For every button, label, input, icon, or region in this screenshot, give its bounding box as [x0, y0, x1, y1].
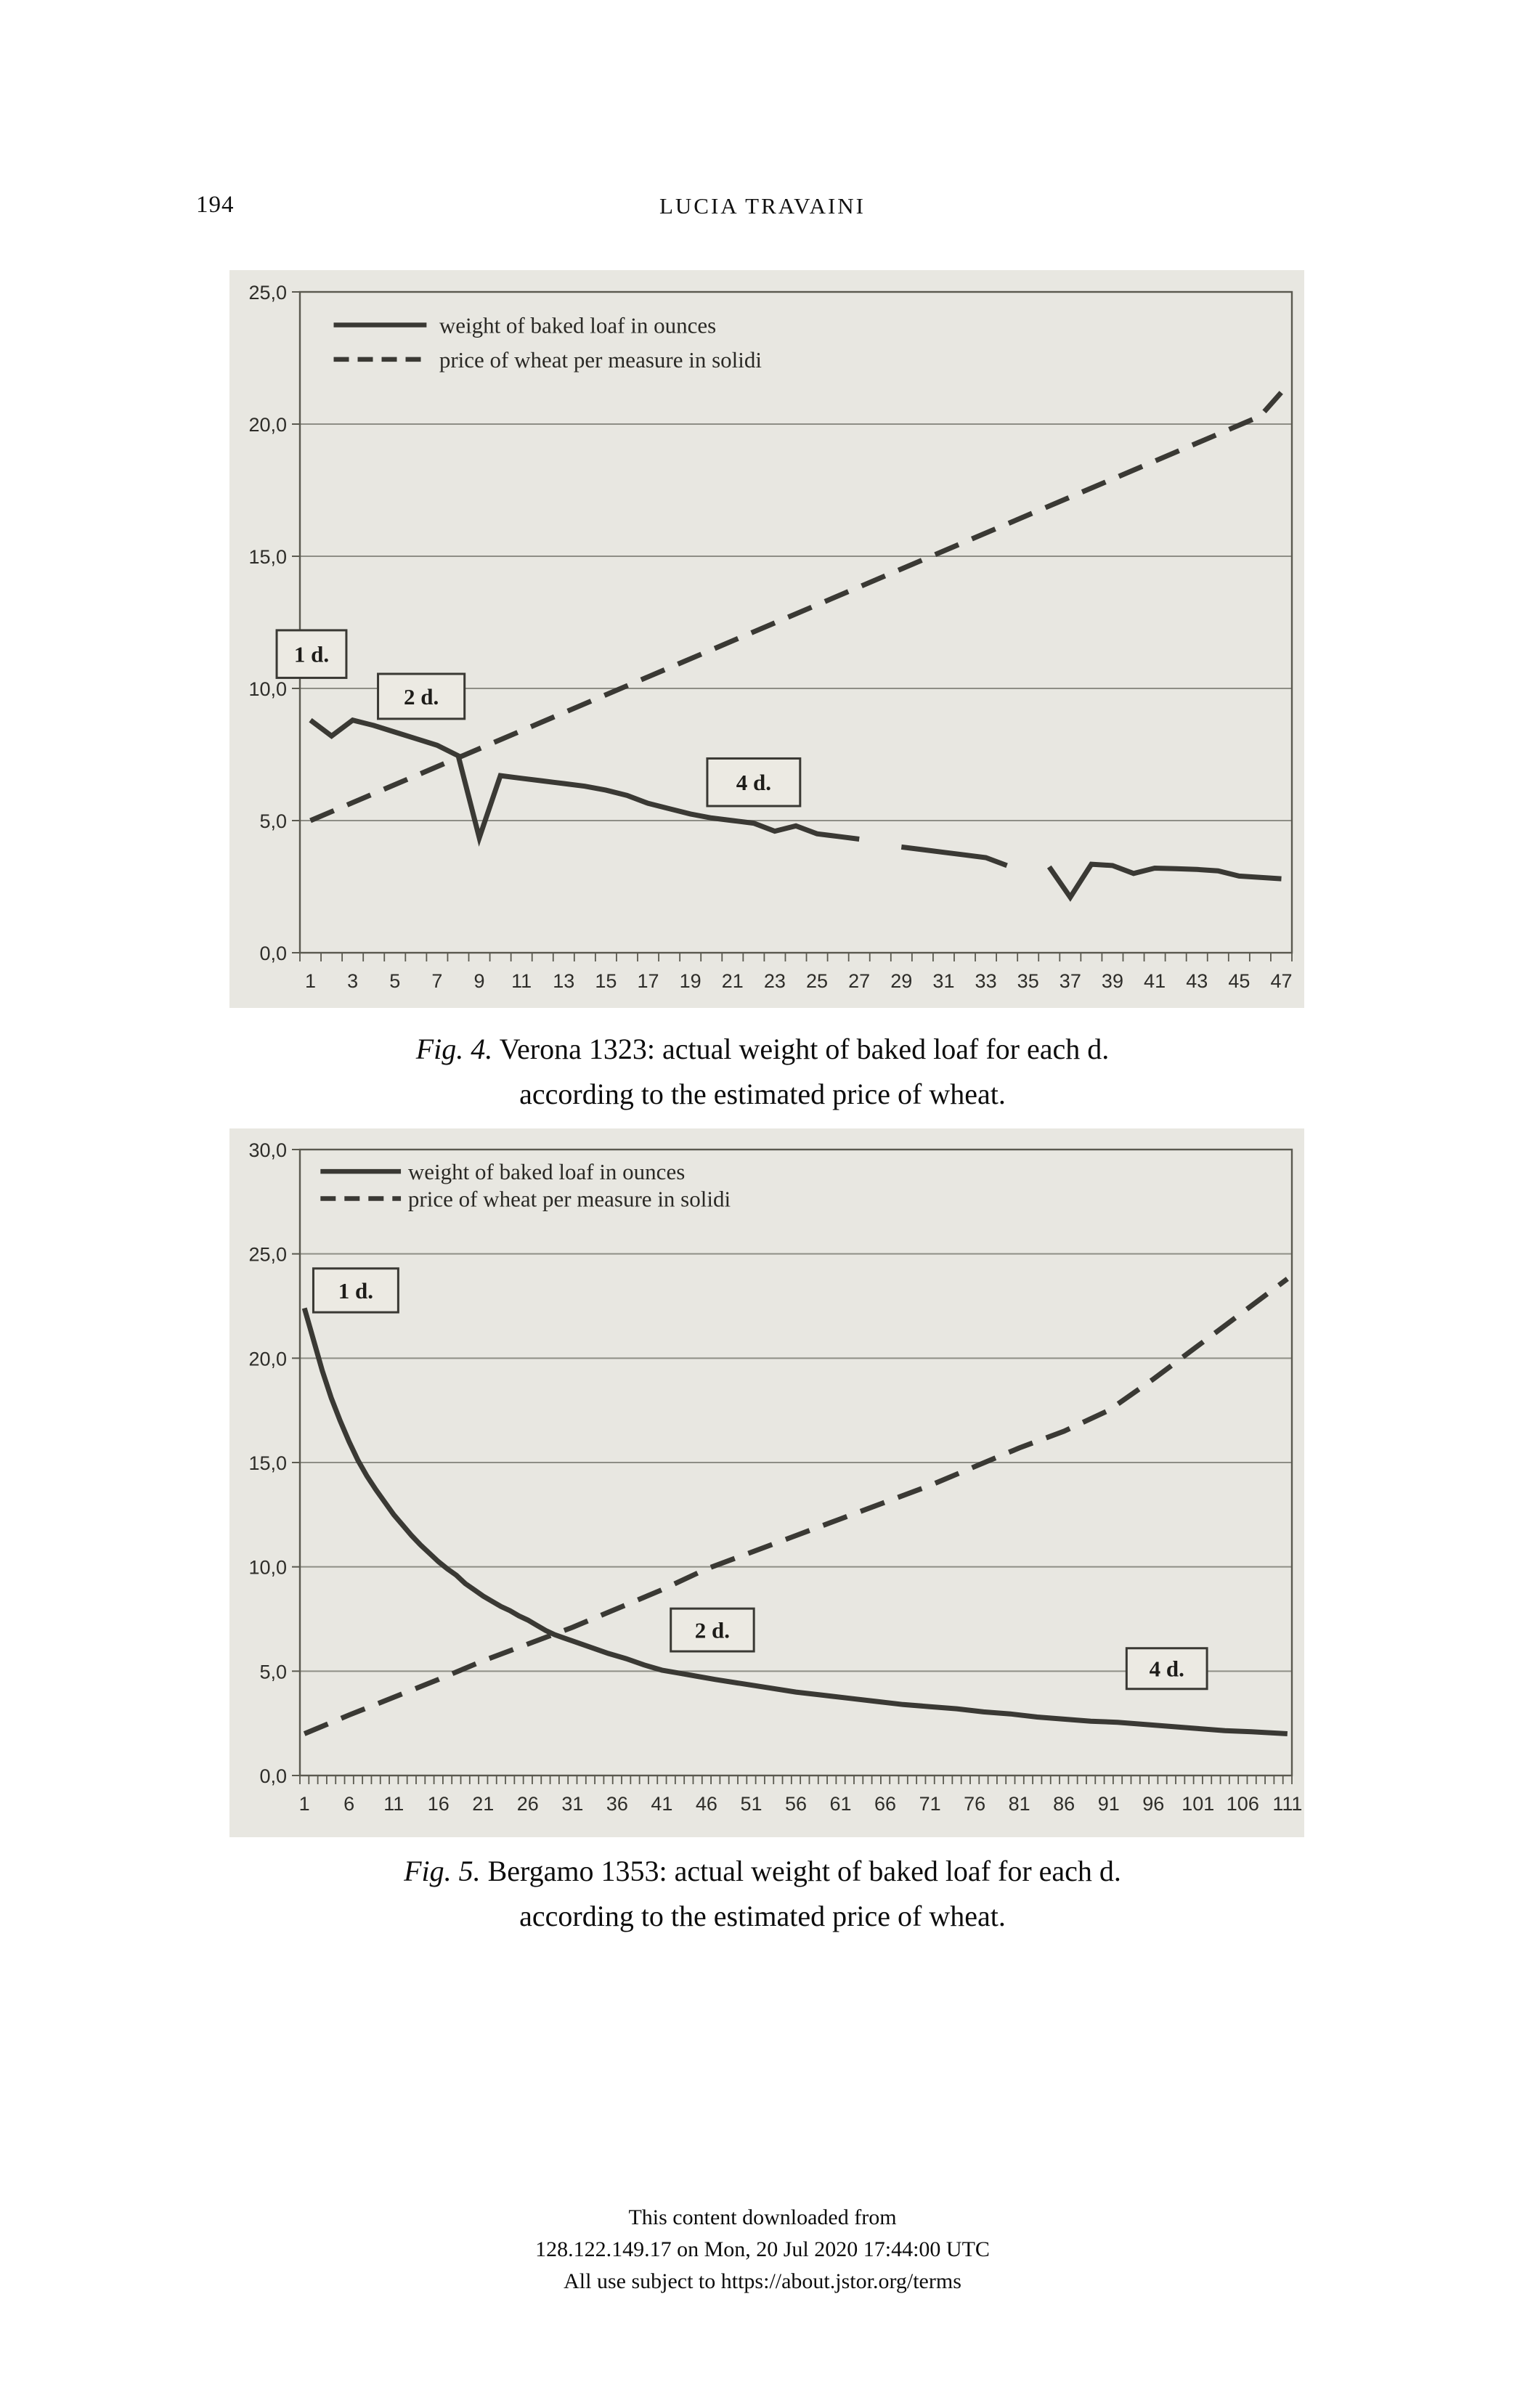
x-axis-tick-label: 7 [431, 970, 443, 992]
x-axis-tick-label: 66 [874, 1793, 897, 1815]
figure-5-chart [229, 1128, 1304, 1837]
x-axis-tick-label: 15 [595, 970, 617, 992]
scanned-chart-background [229, 270, 1304, 1008]
figure-4-label: Fig. 4. [415, 1033, 493, 1065]
x-axis-tick-label: 21 [472, 1793, 495, 1815]
figure-5-caption-line1 [0, 1849, 1525, 1894]
x-axis-tick-label: 46 [695, 1793, 717, 1815]
figure-5-caption-line2: according to the estimated price of wheat. [519, 1900, 1006, 1932]
annotation-label: 1 d. [293, 641, 330, 667]
x-axis-tick-label: 31 [561, 1793, 584, 1815]
figure-5-label: Fig. 5. [404, 1855, 481, 1887]
figure-4-caption-line2: according to the estimated price of wheat. [519, 1078, 1006, 1110]
figure-4-chart-panel [229, 270, 1304, 1008]
figure-5-caption [0, 1849, 1525, 1939]
legend-label: weight of baked loaf in ounces [407, 1159, 686, 1185]
x-axis-tick-label: 33 [975, 970, 997, 992]
figure-5-chart-panel [229, 1128, 1304, 1837]
figure-5-caption-text: Bergamo 1353: actual weight of baked loaf for each d. [480, 1855, 1121, 1887]
x-axis-tick-label: 43 [1186, 970, 1208, 992]
x-axis-tick-label: 5 [389, 970, 401, 992]
x-axis-tick-label: 37 [1059, 970, 1081, 992]
x-axis-tick-label: 106 [1226, 1793, 1259, 1815]
y-axis-tick-label: 10,0 [248, 1556, 287, 1579]
x-axis-tick-label: 11 [383, 1793, 404, 1815]
annotation-label: 2 d. [403, 683, 439, 709]
x-axis-tick-label: 76 [964, 1793, 986, 1815]
x-axis-tick-label: 31 [932, 970, 955, 992]
y-axis-tick-label: 20,0 [248, 1348, 287, 1370]
y-axis-tick-label: 30,0 [248, 1139, 287, 1161]
x-axis-tick-label: 25 [806, 970, 829, 992]
x-axis-tick-label: 61 [829, 1793, 852, 1815]
figure-4-caption-line1 [0, 1027, 1525, 1072]
y-axis-tick-label: 25,0 [248, 282, 287, 304]
x-axis-tick-label: 71 [919, 1793, 941, 1815]
y-axis-tick-label: 25,0 [248, 1243, 287, 1266]
figure-4-caption [0, 1027, 1525, 1117]
legend-label: price of wheat per measure in solidi [407, 1186, 731, 1212]
x-axis-tick-label: 86 [1053, 1793, 1075, 1815]
annotation-label: 4 d. [736, 770, 771, 796]
footer-line2: 128.122.149.17 on Mon, 20 Jul 2020 17:44:00 UTC [535, 2237, 990, 2261]
x-axis-tick-label: 3 [347, 970, 359, 992]
footer-line3: All use subject to https://about.jstor.org/terms [564, 2269, 961, 2293]
y-axis-tick-label: 15,0 [248, 546, 287, 568]
y-axis-tick-label: 20,0 [248, 414, 287, 436]
x-axis-tick-label: 9 [473, 970, 485, 992]
x-axis-tick-label: 16 [427, 1793, 450, 1815]
x-axis-tick-label: 27 [848, 970, 871, 992]
x-axis-tick-label: 47 [1270, 970, 1293, 992]
y-axis-tick-label: 15,0 [248, 1452, 287, 1474]
x-axis-tick-label: 13 [553, 970, 575, 992]
page-number: 194 [196, 192, 235, 218]
figure-4-caption-text: Verona 1323: actual weight of baked loaf for each d. [492, 1033, 1110, 1065]
x-axis-tick-label: 26 [516, 1793, 539, 1815]
x-axis-tick-label: 17 [637, 970, 659, 992]
x-axis-tick-label: 29 [890, 970, 913, 992]
annotation-label: 1 d. [338, 1277, 374, 1303]
x-axis-tick-label: 39 [1101, 970, 1123, 992]
x-axis-tick-label: 35 [1017, 970, 1039, 992]
y-axis-tick-label: 0,0 [259, 943, 287, 964]
legend-label: weight of baked loaf in ounces [439, 312, 717, 338]
x-axis-tick-label: 11 [511, 970, 532, 992]
x-axis-tick-label: 91 [1097, 1793, 1120, 1815]
x-axis-tick-label: 45 [1228, 970, 1250, 992]
x-axis-tick-label: 1 [298, 1793, 310, 1815]
x-axis-tick-label: 51 [740, 1793, 762, 1815]
x-axis-tick-label: 6 [343, 1793, 355, 1815]
x-axis-tick-label: 41 [1144, 970, 1166, 992]
annotation-label: 4 d. [1149, 1656, 1184, 1682]
x-axis-tick-label: 111 [1272, 1793, 1303, 1815]
x-axis-tick-label: 101 [1182, 1793, 1215, 1815]
x-axis-tick-label: 23 [763, 970, 786, 992]
x-axis-tick-label: 56 [784, 1793, 808, 1815]
scanned-chart-background [229, 1128, 1304, 1837]
footer-line1: This content downloaded from [628, 2205, 897, 2229]
annotation-label: 2 d. [694, 1617, 731, 1643]
x-axis-tick-label: 1 [305, 970, 317, 992]
x-axis-tick-label: 41 [651, 1793, 673, 1815]
y-axis-tick-label: 10,0 [248, 678, 287, 700]
x-axis-tick-label: 21 [721, 970, 744, 992]
x-axis-tick-label: 96 [1142, 1793, 1165, 1815]
figure-4-chart [229, 270, 1304, 1008]
x-axis-tick-label: 19 [679, 970, 702, 992]
jstor-footer [0, 2202, 1525, 2298]
y-axis-tick-label: 5,0 [259, 1661, 287, 1683]
x-axis-tick-label: 81 [1008, 1793, 1030, 1815]
x-axis-tick-label: 36 [606, 1793, 628, 1815]
legend-label: price of wheat per measure in solidi [439, 346, 762, 373]
y-axis-tick-label: 5,0 [259, 810, 287, 832]
running-header: LUCIA TRAVAINI [659, 193, 866, 219]
y-axis-tick-label: 0,0 [259, 1765, 287, 1787]
